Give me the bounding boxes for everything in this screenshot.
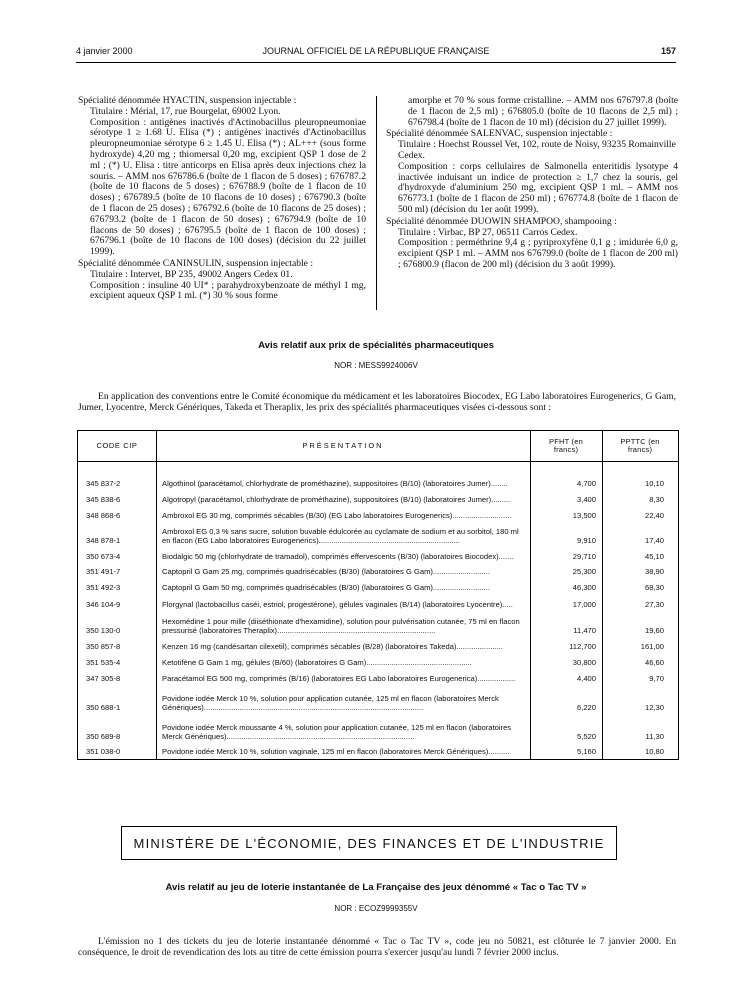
table-row	[78, 600, 678, 609]
cell-pfht: 9,910	[576, 536, 596, 545]
entry-spec: Spécialité dénommée HYACTIN, suspension injectable :	[78, 95, 297, 106]
cell-ppttc: 19,60	[644, 626, 664, 635]
cell-code-cip: 351 535-4	[86, 658, 121, 667]
cell-pfht: 30,800	[572, 658, 596, 667]
entry-caninsulin-continued	[386, 96, 678, 128]
cell-presentation: Captopril G Gam 25 mg, comprimés quadrisécables (B/30) (laboratoires G Gam)...........................	[162, 567, 490, 576]
cell-code-cip: 351 038-0	[86, 747, 121, 756]
cell-code-cip: 346 104-9	[86, 600, 121, 609]
cell-presentation: Ketotifène G Gam 1 mg, gélules (B/60) (laboratoires G Gam)..................................................	[162, 658, 472, 667]
entry-titulaire: Titulaire : Mérial, 17, rue Bourgelat, 69002 Lyon.	[90, 105, 281, 117]
page-number: 157	[660, 46, 676, 56]
cell-code-cip: 347 305-8	[86, 674, 121, 683]
entry-continuation: amorphe et 70 % sous forme cristalline. – AMM nos 676797.8 (boîte de 1 flacon de 2,5 ml) ; 676805.0 (boîte de 10 flacons de 2,5 ml) ; 676798.4 (boîte de 1 flacon de 10 ml) (décision du 27 juillet 1999).	[408, 95, 678, 128]
cell-presentation: Paracétamol EG 500 mg, comprimés (B/16) (laboratoires EG Labo laboratoires Eurogenerica)..................	[162, 674, 516, 683]
cell-code-cip: 350 130-0	[86, 626, 121, 635]
nor-reference: NOR : MESS9924006V	[334, 361, 418, 370]
entry-spec: Spécialité dénommée CANINSULIN, suspension injectable :	[78, 257, 313, 269]
col-header-pfht: PFHT (en francs)	[549, 437, 583, 454]
cell-pfht: 13,500	[572, 511, 596, 520]
cell-presentation: Kenzen 16 mg (candésartan cilexetil), comprimés sécables (B/28) (laboratoires Takeda)......................	[162, 642, 503, 651]
table-row	[78, 583, 678, 592]
table-row	[78, 567, 678, 576]
table-row	[78, 479, 678, 488]
cell-presentation: Povidone iodée Merck 10 %, solution vaginale, 125 ml en flacon (laboratoires Merck Génériques)..........	[162, 747, 510, 756]
cell-code-cip: 350 857-8	[86, 642, 121, 651]
cell-code-cip: 350 673-4	[86, 552, 121, 561]
cell-pfht: 5,520	[576, 732, 596, 741]
cell-ppttc: 11,30	[645, 732, 664, 741]
entry-spec: Spécialité dénommée DUOWIN SHAMPOO, shampooing :	[386, 215, 617, 227]
column-rule	[376, 96, 377, 310]
entry-titulaire: Titulaire : Hoechst Roussel Vet, 102, route de Noisy, 93235 Romainville Cedex.	[398, 139, 676, 161]
cell-presentation: Florgynal (lactobacillus caséi, estriol, progestérone), gélules vaginales (B/14) (laboratoires Lyocentre).....	[162, 600, 513, 609]
notice-text-lottery: L'émission no 1 des tickets du jeu de loterie instantanée dénommé « Tac o Tac TV », code jeu no 50821, est clôturée le 7 janvier 2000. En conséquence, le droit de revendication des lots au titre de cette émission pourra s'exercer jusqu'au lundi 7 février 2000 inclus.	[78, 936, 676, 958]
entry-titulaire: Titulaire : Intervet, BP 235, 49002 Angers Cedex 01.	[90, 268, 293, 280]
notice-title-lottery: Avis relatif au jeu de loterie instantanée de La Française des jeux dénommé « Tac o Tac TV »	[165, 882, 587, 893]
table-row	[78, 658, 678, 667]
table-row	[78, 552, 678, 561]
cell-pfht: 46,300	[572, 583, 596, 592]
ministry-box	[121, 826, 617, 860]
cell-presentation: Povidone iodée Merck 10 %, solution pour application cutanée, 125 ml en flacon (laboratoires Merck Génériques)........................................................................................................	[162, 694, 499, 712]
cell-ppttc: 45,10	[644, 552, 664, 561]
table-row	[78, 674, 678, 683]
page-header	[76, 46, 676, 60]
cell-presentation: Povidone iodée Merck moussante 4 %, solution pour application cutanée, 125 ml en flacon (laboratoires Merck Génériques).........................................................................................	[162, 723, 512, 741]
cell-code-cip: 351 491-7	[86, 567, 121, 576]
cell-ppttc: 38,90	[644, 567, 664, 576]
entry-spec: Spécialité dénommée SALENVAC, suspension injectable :	[386, 128, 613, 140]
cell-ppttc: 27,30	[644, 600, 664, 609]
cell-pfht: 3,400	[576, 495, 596, 504]
cell-ppttc: 17,40	[644, 536, 664, 545]
left-column	[78, 96, 366, 303]
col-header-ppttc: PPTTC (en francs)	[620, 437, 660, 454]
table-row	[78, 642, 678, 651]
entry-hyactin	[78, 96, 366, 258]
col-header-presentation: PRÉSENTATION	[302, 441, 384, 450]
col-header-code: CODE CIP	[96, 441, 138, 450]
cell-pfht: 4,400	[576, 674, 596, 683]
table-row	[78, 723, 678, 741]
entry-composition: Composition : corps cellulaires de Salmonella enteritidis lysotype 4 inactivée induisant un indice de protection ≥ 1,7 chez la souris, gel d'hydroxyde d'aluminium 250 mg, excipient QSP 1 ml. – AMM nos 676773.1 (boîte de 1 flacon de 250 ml) ; 676774.8 (boîte de 1 flacon de 500 ml) (décision du 1er août 1999).	[398, 160, 678, 215]
cell-presentation: Ambroxol EG 30 mg, comprimés sécables (B/30) (EG Labo laboratoires Eurogenerics)............................	[162, 511, 512, 520]
cell-code-cip: 348 878-1	[86, 536, 121, 545]
entry-caninsulin	[78, 259, 366, 302]
table-row	[78, 617, 678, 635]
cell-pfht: 29,710	[572, 552, 596, 561]
cell-code-cip: 350 689-8	[86, 732, 121, 741]
header-date: 4 janvier 2000	[76, 46, 133, 56]
entry-duowin	[386, 217, 678, 271]
header-rule	[76, 62, 676, 63]
cell-presentation: Algothinol (paracétamol, chlorhydrate de prométhazine), suppositoires (B/10) (laboratoires Jumer)........	[162, 479, 508, 488]
entry-composition: Composition : insuline 40 UI* ; parahydroxybenzoate de méthyl 1 mg, excipient aqueux QSP 1 ml. (*) 30 % sous forme	[90, 279, 366, 302]
price-table	[77, 430, 679, 760]
cell-code-cip: 351 492-3	[86, 583, 121, 592]
cell-code-cip: 350 688-1	[86, 703, 121, 712]
entry-composition: Composition : perméthrine 9,4 g ; pyriproxyfène 0,1 g ; imidurée 6,0 g, excipient QSP 1 ml. – AMM nos 676799.0 (boîte de 1 flacon de 200 ml) ; 676800.9 (flacon de 200 ml) (décision du 3 août 1999).	[398, 237, 678, 270]
notice-title-prices: Avis relatif aux prix de spécialités pharmaceutiques	[258, 340, 494, 351]
cell-ppttc: 9,70	[649, 674, 664, 683]
ministry-title: MINISTÈRE DE L'ÉCONOMIE, DES FINANCES ET DE L'INDUSTRIE	[133, 835, 605, 851]
cell-pfht: 17,000	[572, 600, 596, 609]
notice-intro: En application des conventions entre le Comité économique du médicament et les laboratoires Biocodex, EG Labo laboratoires Eurogenerics, G Gam, Jumer, Lyocentre, Merck Génériques, Takeda et Theraplix, les prix des spécialités pharmaceutiques visées ci-dessous sont :	[78, 391, 676, 413]
cell-ppttc: 22,40	[644, 511, 664, 520]
entry-salenvac	[386, 129, 678, 215]
cell-presentation: Biodalgic 50 mg (chlorhydrate de tramadol), comprimés effervescents (B/30) (laboratoires Biocodex).......	[162, 552, 514, 561]
cell-ppttc: 46,60	[644, 658, 664, 667]
cell-presentation: Ambroxol EG 0,3 % sans sucre, solution buvable édulcorée au cyclamate de sodium et au sorbitol, 180 ml en flacon (EG Labo laboratoires Eurogenerics)...................................................................	[162, 527, 519, 545]
cell-ppttc: 8,30	[649, 495, 664, 504]
cell-presentation: Captopril G Gam 50 mg, comprimés quadrisécables (B/30) (laboratoires G Gam)...........................	[162, 583, 490, 592]
cell-pfht: 25,300	[572, 567, 596, 576]
cell-pfht: 5,160	[576, 747, 596, 756]
entry-titulaire: Titulaire : Virbac, BP 27, 06511 Carros Cedex.	[398, 226, 578, 238]
table-row	[78, 694, 678, 712]
cell-code-cip: 345 838-6	[86, 495, 121, 504]
right-column	[386, 96, 678, 272]
table-row	[78, 495, 678, 504]
cell-presentation: Hexomédine 1 pour mille (diiséthionate d'hexamidine), solution pour pulvérisation cutanée, 75 ml en flacon pressurisé (laboratoires Theraplix)...........................................................................	[162, 617, 520, 635]
cell-pfht: 6,220	[576, 703, 596, 712]
cell-code-cip: 345 837-2	[86, 479, 121, 488]
header-title: JOURNAL OFFICIEL DE LA RÉPUBLIQUE FRANÇAISE	[262, 46, 490, 56]
table-row	[78, 747, 678, 756]
cell-presentation: Algotropyl (paracétamol, chlorhydrate de prométhazine), suppositoires (B/10) (laboratoires Jumer).........	[162, 495, 511, 504]
entry-composition: Composition : antigènes inactivés d'Actinobacillus pleuropneumoniae sérotype 1 ≥ 1.68 U. Elisa (*) ; antigènes inactivés d'Actinobacillus pleuropneumoniae sérotype 6 ≥ 1.45 U. Elisa (*) ; AL+++ (sous forme hydroxyde) 4,20 mg ; thiomersal 0,20 mg, excipient QSP 1 dose de 2 ml ; (*) U. Elisa : titre anticorps en Elisa après deux injections chez la souris. – AMM nos 676786.6 (boîte de 1 flacon de 5 doses) ; 676787.2 (boîte de 10 flacons de 5 doses) ; 676788.9 (boîte de 1 flacon de 10 doses) ; 676789.5 (boîte de 10 flacons de 10 doses) ; 676790.3 (boîte de 1 flacon de 25 doses) ; 676792.6 (boîte de 10 flacons de 25 doses) ; 676793.2 (boîte de 1 flacon de 50 doses) ; 676794.9 (boîte de 10 flacons de 50 doses) ; 676795.5 (boîte de 1 flacon de 100 doses) ; 676796.1 (boîte de 10 flacons de 100 doses) (décision du 22 juillet 1999).	[90, 116, 366, 258]
table-header-rule	[78, 461, 678, 462]
cell-ppttc: 12,30	[644, 703, 664, 712]
nor-reference: NOR : ECOZ9999355V	[334, 904, 418, 913]
cell-ppttc: 68,30	[644, 583, 664, 592]
cell-code-cip: 348 868-6	[86, 511, 121, 520]
cell-pfht: 11,470	[573, 626, 596, 635]
cell-pfht: 112,700	[569, 642, 596, 651]
cell-pfht: 4,700	[576, 479, 596, 488]
cell-ppttc: 10,10	[644, 479, 664, 488]
table-row	[78, 511, 678, 520]
cell-ppttc: 161,00	[640, 642, 664, 651]
cell-ppttc: 10,80	[644, 747, 664, 756]
table-row	[78, 527, 678, 545]
